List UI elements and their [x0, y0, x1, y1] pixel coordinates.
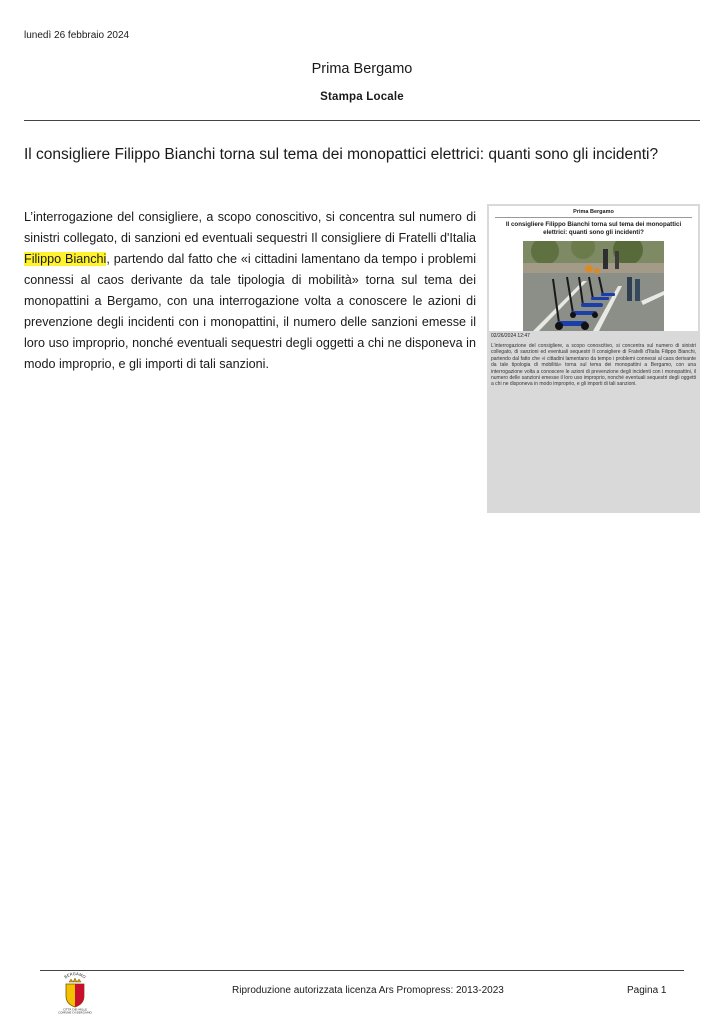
thumbnail-title: Il consigliere Filippo Bianchi torna sul tema dei monopattici elettrici: quanti sono gli incidenti? — [505, 221, 682, 236]
thumbnail-body: L’interrogazione del consigliere, a scopo conoscitivo, si concentra sul numero di sinistri collegato, di sanzioni ed eventuali sequestri Il consigliere di Fratelli d'Italia Filippo Bianchi, partendo dal fatto che «i cittadini lamentano da tempo i problemi connessi al caos derivante da tale tipologia di mobilità» torna sul tema dei monopattini a Bergamo, con una interrogazione volta a conoscere le azioni di prevenzione degli incidenti con i monopattini, il numero delle sanzioni emesse il loro uso improprio, nonché eventuali sequestri degli oggetti a chi ne disponeva in modo improprio, e gli importi di tali sanzioni. — [491, 343, 696, 388]
highlighted-name: Filippo Bianchi — [24, 252, 107, 266]
thumbnail-date: 02/26/2024 12:47 — [491, 333, 530, 339]
thumbnail-card — [489, 206, 698, 331]
svg-text:CITTÀ DEI MILLE: CITTÀ DEI MILLE — [62, 1007, 88, 1012]
article-body-start: L’interrogazione del consigliere, a scopo conoscitivo, si concentra sul numero di sinistri collegato, di sanzioni ed eventuali sequestri Il consigliere di Fratelli d'Italia — [24, 210, 476, 245]
footer-divider — [40, 970, 684, 971]
article-body — [24, 207, 476, 375]
article-body-end: , partendo dal fatto che «i cittadini lamentano da tempo i problemi connessi al caos derivante da tale tipologia di mobilità» torna sul tema dei monopattini a Bergamo, con una interrogazione volta a conoscere le azioni di prevenzione degli incidenti con i monopattini, il numero delle sanzioni emesse il loro uso improprio, nonché eventuali sequestri degli oggetti a chi ne disponeva in modo improprio, e gli importi di tali sanzioni. — [24, 252, 476, 371]
article-title: Il consigliere Filippo Bianchi torna sul tema dei monopattici elettrici: quanti sono gli incidenti? — [24, 146, 659, 163]
svg-text:COMUNE DI BERGAMO: COMUNE DI BERGAMO — [58, 1010, 92, 1014]
page-number: Pagina 1 — [627, 985, 667, 996]
header-divider — [24, 120, 700, 121]
article-thumbnail — [487, 204, 700, 513]
license-text: Riproduzione autorizzata licenza Ars Promopress: 2013-2023 — [232, 985, 504, 996]
thumbnail-source: Prima Bergamo — [573, 209, 614, 215]
section-label: Stampa Locale — [320, 91, 404, 103]
thumbnail-divider — [495, 217, 692, 218]
comune-di-bergamo-logo — [54, 972, 96, 1014]
svg-text:BERGAMO: BERGAMO — [63, 972, 87, 980]
publication-date: lunedì 26 febbraio 2024 — [24, 30, 130, 41]
source-name: Prima Bergamo — [311, 61, 413, 77]
electric-scooters-photo — [523, 241, 664, 331]
